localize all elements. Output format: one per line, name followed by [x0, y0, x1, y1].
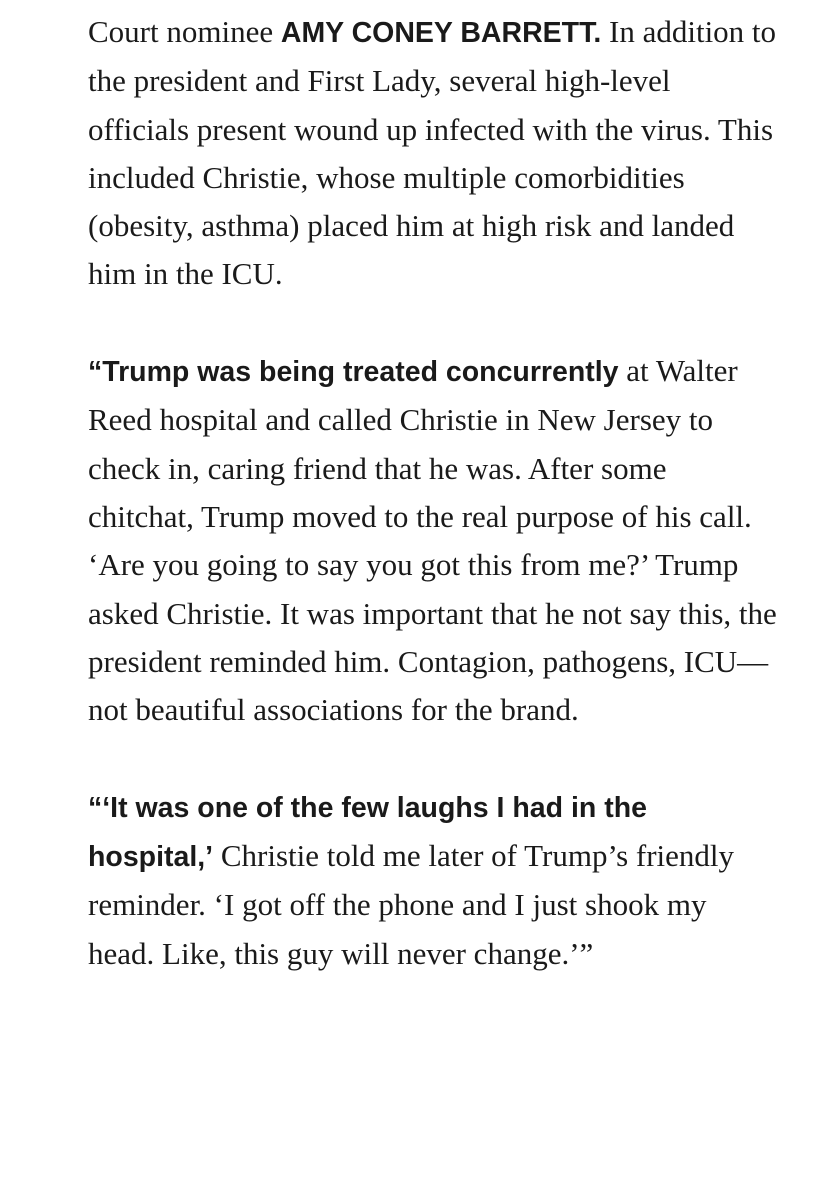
paragraph-3-lead-bold: “‘It was one of the few laughs I had in the hospital,’: [88, 791, 647, 874]
nominee-name-bold: AMY CONEY BARRETT.: [280, 17, 602, 49]
paragraph-2-body-text: at Walter Reed hospital and called Christie in New Jersey to check in, caring friend that he was. After some chitchat, Trump moved to the real purpose of his call. ‘Are you going to say you got this from me?’ Trump asked Christie. It was important that he not say this, the president reminded him. Contagion, pathogens, ICU—not beautiful associations for the brand.: [88, 353, 777, 728]
paragraph-1-intro-text: Court nominee: [88, 14, 281, 49]
paragraph-1: [88, 8, 778, 299]
paragraph-3-body-text: Christie told me later of Trump’s friendly reminder. ‘I got off the phone and I just shook my head. Like, this guy will never change.’”: [88, 838, 735, 971]
paragraph-1-body-text: In addition to the president and First Lady, several high-level officials present wound up infected with the virus. This included Christie, whose multiple comorbidities (obesity, asthma) placed him at high risk and landed him in the ICU.: [88, 14, 777, 292]
paragraph-3: [88, 783, 778, 978]
article-body: [88, 8, 778, 978]
paragraph-2-lead-bold: “Trump was being treated concurrently: [88, 356, 619, 389]
paragraph-2: [88, 347, 778, 734]
